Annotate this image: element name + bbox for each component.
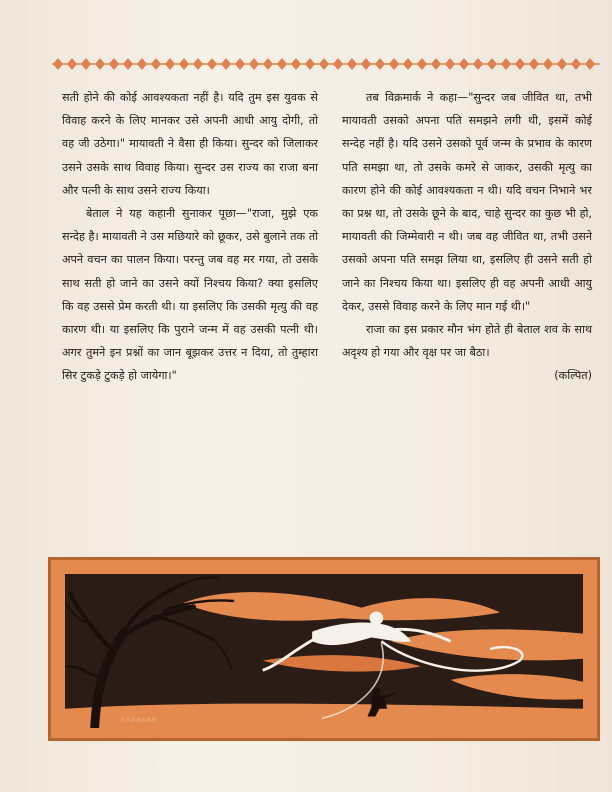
diamond-ornament-icon — [347, 58, 357, 70]
right-paragraph-2: राजा का इस प्रकार मौन भंग होते ही बेताल शव के साथ अदृश्य हो गया और वृक्ष पर जा बैठा। — [342, 323, 592, 360]
right-paragraph-1: तब विक्रमार्क ने कहा—"सुन्दर जब जीवित था, तभी मायावती उसको अपना पति समझने लगी थी, इसमें कोई सन्देह नहीं है। यदि उसने उसको पूर्व जन्म के प्रभाव के कारण पति समझा था, तो उसके कमरे से जाकर, उसकी मृत्यु का कारण होने की कोई आवश्यकता न थी। यदि वचन निभाने भर का प्रश्न था, तो उसके छूने के बाद, चाहे सुन्दर का कुछ भी हो, मायावती की जिम्मेवारी न थी। जब वह जीवित था, तभी उसने उसको अपना पति समझ लिया था, इसलिए ही उसने सती हो जाने का निश्चय किया था। इसलिए ही वह अपनी आधी आयु देकर, उससे विवाह करने के लिए मान गई थी।" — [342, 91, 592, 313]
diamond-ornament-icon — [319, 58, 329, 70]
diamond-ornament-icon — [557, 58, 567, 70]
night-scene — [65, 574, 583, 728]
diamond-ornament-icon — [333, 58, 343, 70]
story-credit: (कल्पित) — [554, 369, 592, 383]
diamond-ornament-icon — [515, 58, 525, 70]
ornamental-border — [52, 56, 600, 72]
diamond-ornament-icon — [277, 58, 287, 70]
diamond-ornament-icon — [207, 58, 217, 70]
diamond-ornament-icon — [487, 58, 497, 70]
ground-icon — [65, 704, 583, 728]
diamond-ornament-icon — [543, 58, 553, 70]
diamond-ornament-icon — [431, 58, 441, 70]
cloud-band-icon — [184, 592, 500, 621]
diamond-ornament-icon — [81, 58, 91, 70]
right-column — [342, 86, 592, 388]
diamond-ornament-icon — [403, 58, 413, 70]
diamond-ornament-icon — [473, 58, 483, 70]
diamond-ornament-icon — [445, 58, 455, 70]
diamond-ornament-icon — [291, 58, 301, 70]
diamond-ornament-icon — [249, 58, 259, 70]
diamond-ornament-icon — [459, 58, 469, 70]
diamond-ornament-icon — [361, 58, 371, 70]
diamond-ornament-icon — [235, 58, 245, 70]
diamond-ornament-icon — [53, 58, 63, 70]
diamond-ornament-icon — [123, 58, 133, 70]
diamond-ornament-icon — [529, 58, 539, 70]
diamond-ornament-icon — [501, 58, 511, 70]
left-column — [62, 86, 318, 388]
cloud-band-icon — [451, 674, 583, 699]
diamond-ornament-icon — [585, 58, 595, 70]
diamond-ornament-icon — [137, 58, 147, 70]
diamond-ornament-icon — [389, 58, 399, 70]
diamond-ornament-icon — [305, 58, 315, 70]
diamond-ornament-icon — [263, 58, 273, 70]
diamond-ornament-icon — [165, 58, 175, 70]
diamond-ornament-icon — [151, 58, 161, 70]
illustration-panel — [65, 574, 583, 728]
story-illustration — [48, 557, 600, 741]
diamond-chain-border-icon — [52, 56, 600, 72]
diamond-ornament-icon — [95, 58, 105, 70]
diamond-ornament-icon — [417, 58, 427, 70]
diamond-ornament-icon — [193, 58, 203, 70]
diamond-ornament-icon — [571, 58, 581, 70]
diamond-ornament-icon — [179, 58, 189, 70]
artist-signature: SHANKAR — [121, 717, 158, 724]
cloud-band-icon — [391, 629, 583, 660]
diamond-ornament-icon — [67, 58, 77, 70]
diamond-ornament-icon — [109, 58, 119, 70]
diamond-ornament-icon — [375, 58, 385, 70]
diamond-ornament-icon — [221, 58, 231, 70]
left-paragraph-2: बेताल ने यह कहानी सुनाकर पूछा—"राजा, मुझे एक सन्देह है। मायावती ने उस मछियारे को छूकर, उसे बुलाने तक तो अपने वचन का पालन किया। परन्तु जब वह मर गया, तो उसके साथ सती हो जाने का उसने क्यों निश्चय किया? क्या इसलिए कि वह उससे प्रेम करती थी। या इसलिए कि उसकी मृत्यु की वह कारण थी। या इसलिए कि पुराने जन्म में वह उसकी पत्नी थी। अगर तुमने इन प्रश्नों का जान बूझकर उत्तर न दिया, तो तुम्हारा सिर टुकड़े टुकड़े हो जायेगा।" — [62, 207, 318, 383]
left-paragraph-1: सती होने की कोई आवश्यकता नहीं है। यदि तुम इस युवक से विवाह करने के लिए मानकर उसे अपनी आधी आयु दोगी, तो वह जी उठेगा।" मायावती ने वैसा ही किया। सुन्दर को जिलाकर उसने उसके साथ विवाह किया। सुन्दर उस राज्य का राजा बना और पत्नी के साथ उसने राज्य किया। — [62, 91, 318, 197]
